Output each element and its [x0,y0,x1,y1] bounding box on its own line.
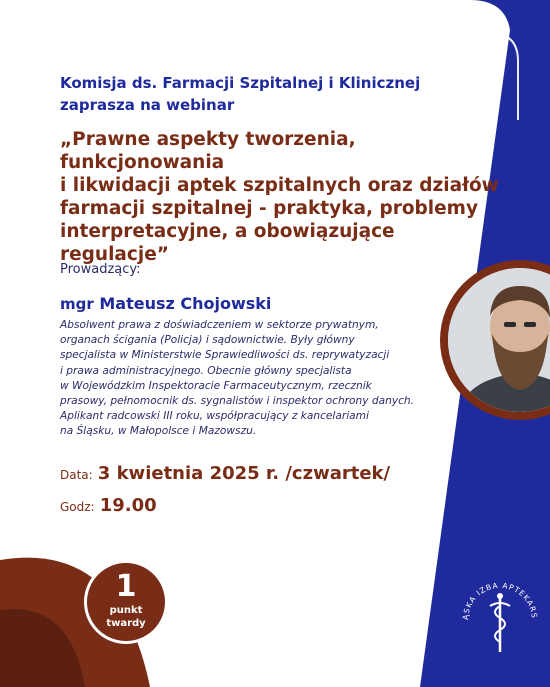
bio-line: na Śląsku, w Małopolsce i Mazowszu. [60,425,257,438]
points-badge [84,560,168,644]
date-label: Data: [60,468,93,482]
speaker-fullname: Mateusz Chojowski [99,294,272,313]
speaker-title-prefix: mgr [60,295,94,313]
bio-line: w Wojewódzkim Inspektoracie Farmaceutycznym, rzecznik [60,379,372,392]
title-line: interpretacyjne, a obowiązujące regulacje” [60,221,395,265]
chamber-logo [450,560,550,660]
bio-line: Absolwent prawa z doświadczeniem w sektorze prywatnym, [60,319,379,331]
webinar-title [60,128,500,266]
title-line: i likwidacji aptek szpitalnych oraz działów [60,175,499,196]
portrait-illustration [448,268,550,412]
speaker-bio [60,318,435,440]
points-number: 1 [115,569,137,604]
organizer-line-1: Komisja ds. Farmacji Szpitalnej i Klinicznej [60,74,421,92]
bio-line: Aplikant radcowski III roku, współpracujący z kancelariami [60,410,369,423]
organizer-heading [60,72,460,116]
speaker-name [60,294,271,313]
title-line: „Prawne aspekty tworzenia, funkcjonowania [60,129,356,173]
speaker-portrait [448,268,550,412]
event-time [60,495,157,516]
host-label: Prowadzący: [60,262,141,277]
bio-line: i prawa administracyjnego. Obecnie główny specjalista [60,364,352,377]
organizer-line-2: zaprasza na webinar [60,96,235,114]
caduceus-logo-icon [450,560,550,660]
points-label-1: punkt [109,605,143,616]
date-value: 3 kwietnia 2025 r. /czwartek/ [97,463,391,484]
event-date [60,463,390,484]
bio-line: prasowy, pełnomocnik ds. sygnalistów i inspektor ochrony danych. [60,395,414,408]
time-value: 19.00 [99,495,157,516]
title-line: farmacji szpitalnej - praktyka, problemy [60,198,479,219]
bio-line: specjalista w Ministerstwie Sprawiedliwości ds. reprywatyzacji [60,349,390,362]
points-label-2: twardy [106,618,146,629]
bio-line: organach ścigania (Policja) i sądownictwie. Były główny [60,334,355,347]
logo-text: ĄSKA IZBA APTEKARS [460,580,540,621]
time-label: Godz: [60,500,95,514]
